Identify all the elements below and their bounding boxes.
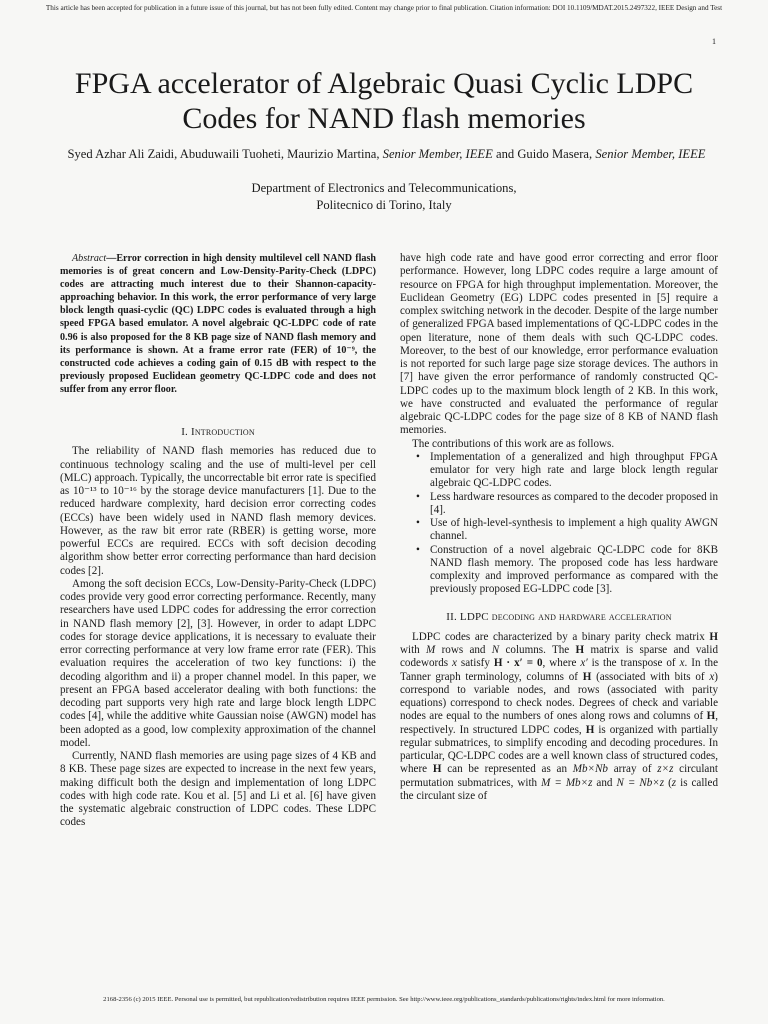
section-heading-ldpc [400, 611, 718, 624]
bullet: • [416, 450, 420, 463]
list-item: • Use of high-level-synthesis to implement a high quality AWGN channel. [416, 517, 718, 543]
abstract-label: Abstract [72, 253, 107, 264]
affiliation-institution: Politecnico di Torino, Italy [316, 198, 452, 212]
page-number: 1 [712, 37, 716, 46]
list-item: • Less hardware resources as compared to the decoder proposed in [4]. [416, 490, 719, 516]
journal-notice: This article has been accepted for publication in a future issue of this journal, but has not been fully edited. Content may change prior to final publication. Citation information: DOI 10.1109/MDAT.2015.2497322, IEEE Design and Test [45, 4, 723, 12]
section-heading-introduction [60, 426, 376, 439]
paper-title: FPGA accelerator of Algebraic Quasi Cyclic LDPC Codes for NAND flash memories [74, 67, 694, 135]
bullet: • [416, 517, 420, 529]
bullet: • [416, 490, 420, 503]
section-number: I. [181, 426, 189, 439]
copyright-footer: 2168-2356 (c) 2015 IEEE. Personal use is permitted, but republication/redistribution requires IEEE permission. See http://www.ieee.org/publications_standards/publications/rights/index.html for more information. [103, 996, 665, 1003]
section-number: II. [446, 610, 457, 623]
author-role: Senior Member, IEEE [595, 147, 706, 161]
body-paragraph: The contributions of this work are as follows. [412, 437, 615, 450]
body-paragraph: have high code rate and have good error correcting and error floor performance. However, long LDPC codes require a large amount of resource on FPGA for high throughput implementation. Moreover, the Euclidean Geometry (EG) LDPC codes presented in [5] require a complex switching network in the decoder. Despite of the large number of generalized FPGA based implementations of QC-LDPC codes in the open literature, none of them deals with such QC-LDPC codes. Moreover, to the best of our knowledge, error performance evaluation is not reported for such large page size storage devices. The authors in [7] have given the error performance of randomly constructed QC-LDPC codes up to the maximum block length of 2 KB. In this work, we have constructed and evaluated the performance of regular algebraic QC-LDPC codes for the page size of 8 KB of NAND flash memories. [400, 252, 718, 437]
author-names-tail: and Guido Masera, [495, 147, 593, 161]
author-role: Senior Member, IEEE [382, 147, 493, 161]
list-item: • Implementation of a generalized and high throughput FPGA emulator for very high rate and large block length regular algebraic QC-LDPC codes. [416, 450, 718, 490]
body-paragraph: Among the soft decision ECCs, Low-Density-Parity-Check (LDPC) codes provide very good error correcting performance. Recently, many researchers have used LDPC codes for addressing the error correction in NAND flash memory [2], [3]. However, in order to adapt LDPC codes for storage device applications, it is necessary to evaluate their error correcting performance at very low frame error rate (FER). This evaluation requires the acceleration of two key functions: i) the decoding algorithm and ii) a proper channel model. In this paper, we present an FPGA based accelerator dealing with both functions: the decoding part supports very high rate and large block length LDPC codes [4], while the additive white Gaussian noise (AWGN) model has been adopted as a good, low complexity approximation of the channel model. [60, 577, 376, 749]
body-paragraph: Currently, NAND flash memories are using page sizes of 4 KB and 8 KB. These page sizes are expected to increase in the next few years, making difficult both the design and implementation of long LDPC codes with high code rate. Kou et al. [5] and Li et al. [6] have given the systematic algebraic construction of LDPC codes. These LDPC codes [60, 750, 376, 829]
affiliation-department: Department of Electronics and Telecommunications, [251, 181, 517, 195]
section-title: LDPC decoding and hardware acceleration [459, 610, 672, 623]
body-paragraph: LDPC codes are characterized by a binary parity check matrix H with M rows and N columns. The H matrix is sparse and valid codewords x satisfy H · x′ = 0, where x′ is the transpose of x. In the Tanner graph terminology, columns of H (associated with bits of x) correspond to variable nodes, and rows (associated with parity equations) correspond to check nodes. Degrees of check and variable nodes are equal to the numbers of ones along rows and columns of H, respectively. In structured LDPC codes, H is organized with partially regular submatrices, to simplify encoding and decoding procedures. In particular, QC-LDPC codes are a well known class of structured codes, where H can be represented as an Mb×Nb array of z×z circulant permutation submatrices, with M = Mb×z and N = Nb×z (z is called the circulant size of [400, 630, 718, 802]
affiliation [60, 180, 708, 214]
author-list [64, 146, 709, 162]
author-names: Syed Azhar Ali Zaidi, Abuduwaili Tuoheti, Maurizio Martina, [67, 147, 380, 161]
section-title: Introduction [190, 426, 255, 439]
bullet: • [416, 543, 420, 556]
abstract-text: —Error correction in high density multilevel cell NAND flash memories is of great concern and Low-Density-Parity-Check (LDPC) codes are attracting much interest due to their Shannon-capacity-approaching behavior. In this work, the error performance of very large block length quasi-cyclic (QC) LDPC codes is evaluated through a high speed FPGA based emulator. A novel algebraic QC-LDPC code of rate 0.96 is also proposed for the 8 KB page size of NAND flash memory and its performance is shown. At a frame error rate (FER) of 10⁻⁹, the constructed code achieves a coding gain of 0.15 dB with respect to the previously proposed Euclidean geometry QC-LDPC code and does not suffer from any error floor. [60, 253, 376, 395]
right-column [400, 252, 718, 803]
body-paragraph: The reliability of NAND flash memories has reduced due to continuous technology scaling and the use of multi-level per cell (MLC) approach. Typically, the uncorrectable bit error rate is specified as 10⁻¹³ to 10⁻¹⁶ by the storage device manufacturers [1]. Due to the reduced hardware complexity, hard decision error correcting codes (ECCs) have been widely used in NAND flash memory devices. However, as the raw bit error rate (RBER) is getting worse, more powerful ECCs are required. ECCs with soft decision decoding algorithm show better error correcting performance than hard decision codes [2]. [60, 445, 376, 577]
abstract [60, 252, 376, 396]
list-item: • Construction of a novel algebraic QC-LDPC code for 8KB NAND flash memory. The proposed code has less hardware complexity and improved performance as compared with the previously proposed EG-LDPC code [3]. [416, 543, 718, 596]
contribution-list [400, 451, 718, 597]
left-column [60, 252, 376, 830]
